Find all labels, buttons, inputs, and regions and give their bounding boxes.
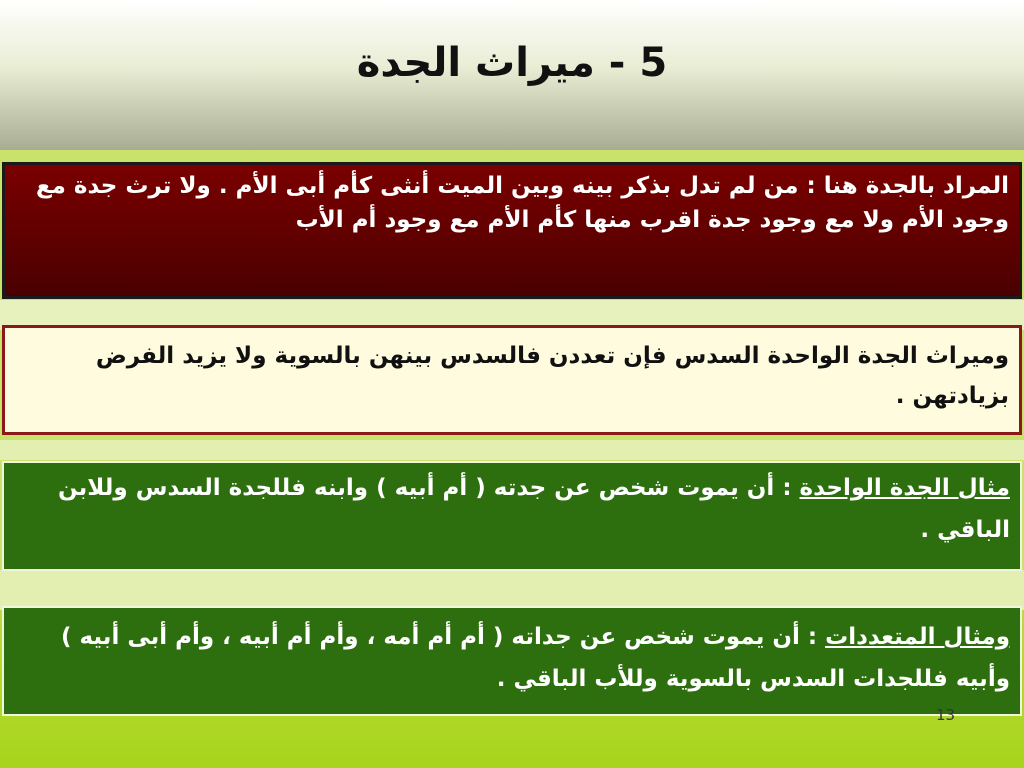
definition-text: المراد بالجدة هنا : من لم تدل بذكر بينه وبين الميت أنثى كأم أبى الأم . ولا ترث جدة مع وجود الأم ولا مع وجود جدة اقرب منها كأم الأم مع وجود أم الأب xyxy=(35,173,1009,233)
multiple-example-label: ومثال المتعددات xyxy=(825,624,1010,650)
single-example-label: مثال الجدة الواحدة xyxy=(799,475,1010,501)
slide-title: 5 - ميراث الجدة xyxy=(356,40,668,86)
page-number: 13 xyxy=(936,706,956,724)
multiple-grandmothers-example-box xyxy=(2,606,1022,716)
multiple-example-text: : أن يموت شخص عن جداته ( أم أم أمه ، وأم أم أبيه ، وأم أبى أبيه ) وأبيه فللجدات السدس بالسوية وللأب الباقي . xyxy=(60,624,1010,692)
single-example-text: : أن يموت شخص عن جدته ( أم أبيه ) وابنه فللجدة السدس وللابن الباقي . xyxy=(57,475,1010,543)
inheritance-rule-text: وميراث الجدة الواحدة السدس فإن تعددن فالسدس بينهن بالسوية ولا يزيد الفرض بزيادتهن . xyxy=(95,343,1009,409)
single-grandmother-example-box xyxy=(2,461,1022,571)
definition-box xyxy=(2,162,1022,299)
inheritance-rule-box xyxy=(2,325,1022,435)
